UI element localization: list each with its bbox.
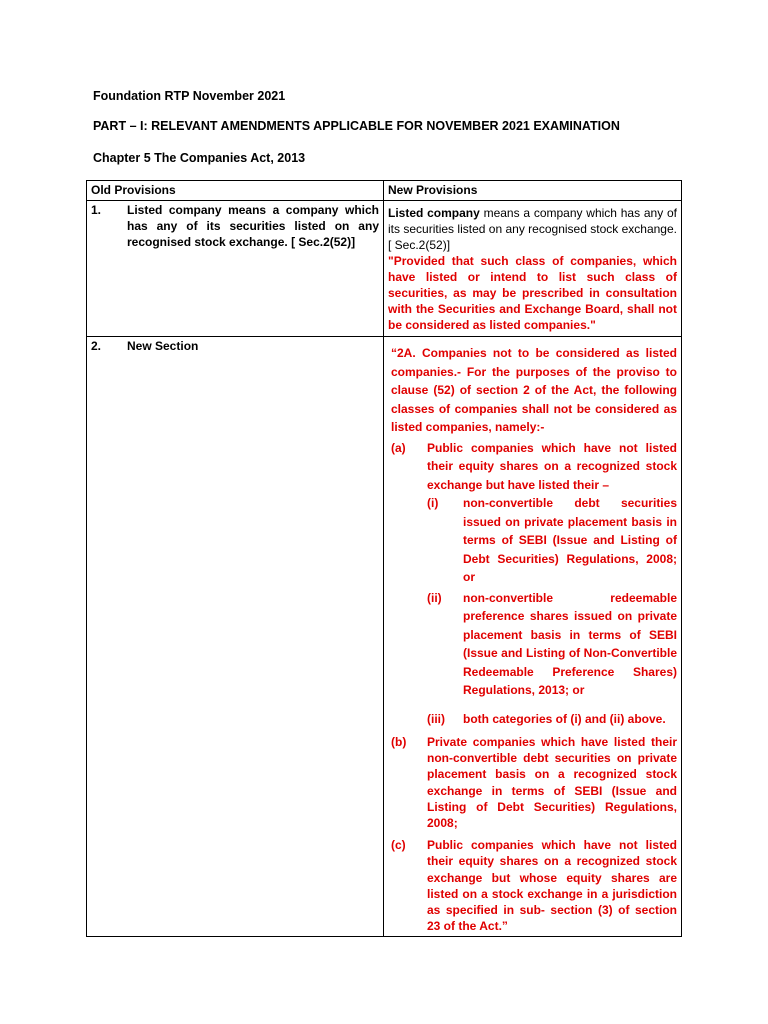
old-provision-cell — [87, 337, 384, 937]
new-definition: means a company which has any of its securities listed on any recognised stock exchange. [ Sec.2(52)] — [388, 206, 677, 252]
clause-b-text: Private companies which have listed their non-convertible debt securities on private placement basis on a recognized stock exchange in terms of SEBI (Issue and Listing of Debt Securities) Regulations, 2008; — [427, 735, 677, 831]
clause-c: (c) Public companies which have not listed their equity shares on a recognized stock exchange but whose equity shares are listed on a stock exchange in a jurisdiction as specified in sub- section (3) of section 23 of the Act.” — [391, 838, 677, 934]
subclause-ii: (ii) non-convertible redeemable preference shares issued on private placement basis in terms of SEBI (Issue and Listing of Non-Convertible Redeemable Preference Shares) Regulations, 2013; or — [427, 589, 677, 700]
chapter-heading: Chapter 5 The Companies Act, 2013 — [93, 151, 306, 165]
subclause-i: (i) non-convertible debt securities issued on private placement basis in terms of SEBI (Issue and Listing of Debt Securities) Regulations, 2008; or — [427, 494, 677, 587]
provisions-table — [86, 180, 682, 937]
old-definition: means a company which has any of its securities listed on any recognised stock exchange. [ Sec.2(52)] — [127, 203, 379, 249]
subclause-iii-text: both categories of (i) and (ii) above. — [463, 711, 666, 726]
new-provisions-header: New Provisions — [384, 181, 682, 201]
table-row — [87, 201, 682, 337]
clause-a-text: Public companies which have not listed their equity shares on a recognized stock exchange but have listed their – — [427, 440, 677, 492]
new-provision-cell — [384, 201, 682, 337]
row-number: 1. — [91, 203, 102, 217]
clause-b: (b) Private companies which have listed their non-convertible debt securities on private placement basis on a recognized stock exchange in terms of SEBI (Issue and Listing of Debt Securities) Regulations, 2008; — [391, 735, 677, 831]
row-number: 2. — [91, 339, 102, 353]
clause-a: (a) Public companies which have not listed their equity shares on a recognized stock exchange but have listed their – (i) non-convertible debt securities issued on private placement basis in terms of SEBI (Issue and Listing of Debt Securities) Regulations, 2008; or (ii) non-convertible redeemable preference shares issued on private placement basis in terms of SEBI (Issue and Listing of Non-Convertible Redeemable Preference Shares) Regulations, 2013; or (iii) both categories of (i) and (ii) above. — [391, 439, 677, 729]
subclause-iii: (iii) both categories of (i) and (ii) above. — [427, 710, 677, 729]
table-header-row — [87, 181, 682, 201]
old-term: Listed company — [127, 203, 222, 217]
old-provision-cell — [87, 201, 384, 337]
clause-c-text: Public companies which have not listed their equity shares on a recognized stock exchange but whose equity shares are listed on a stock exchange in a jurisdiction as specified in sub- section (3) of section 23 of the Act.” — [427, 838, 677, 934]
new-provision-cell — [384, 337, 682, 937]
document-title: Foundation RTP November 2021 — [93, 89, 286, 103]
new-proviso: "Provided that such class of companies, which have listed or intend to list such class of securities, as may be prescribed in consultation with the Securities and Exchange Board, shall not be considered as listed companies." — [388, 254, 677, 332]
subclause-ii-text: non-convertible redeemable preference shares issued on private placement basis in terms of SEBI (Issue and Listing of Non-Convertible Redeemable Preference Shares) Regulations, 2013; or — [463, 590, 677, 697]
old-provisions-header: Old Provisions — [87, 181, 384, 201]
subclause-i-text: non-convertible debt securities issued on private placement basis in terms of SEBI (Issue and Listing of Debt Securities) Regulations, 2008; or — [463, 496, 677, 584]
part-heading: PART – I: RELEVANT AMENDMENTS APPLICABLE FOR NOVEMBER 2021 EXAMINATION — [93, 119, 620, 133]
section-2a-intro: “2A. Companies not to be considered as listed companies.- For the purposes of the proviso to clause (52) of section 2 of the Act, the following classes of companies shall not be considered as listed companies, namely:- — [391, 346, 677, 434]
new-term: Listed company — [388, 206, 480, 220]
table-row — [87, 337, 682, 937]
old-new-section: New Section — [127, 339, 199, 353]
